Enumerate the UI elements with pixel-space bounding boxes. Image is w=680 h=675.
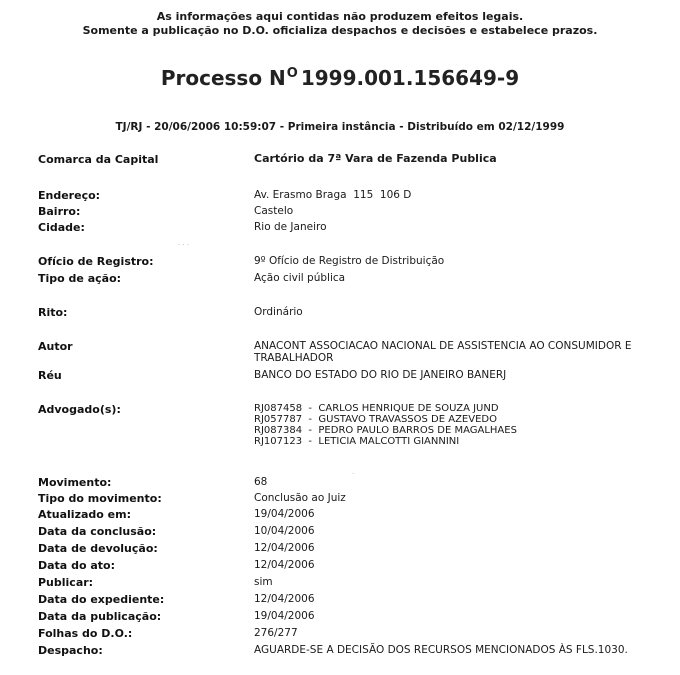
bairro-value: Castelo	[254, 205, 294, 217]
atualizado-label: Atualizado em:	[38, 508, 131, 521]
folhas-value: 276/277	[254, 627, 298, 639]
devolucao-label: Data de devolução:	[38, 542, 158, 555]
atualizado-value: 19/04/2006	[254, 508, 315, 520]
publicacao-label: Data da publicação:	[38, 610, 162, 623]
tipo-movimento-value: Conclusão ao Juiz	[254, 492, 346, 504]
movimento-label: Movimento:	[38, 476, 112, 489]
title-prefix: Processo N	[160, 66, 286, 90]
advogados-label: Advogado(s):	[38, 403, 121, 416]
expediente-value: 12/04/2006	[254, 593, 315, 605]
comarca-value: Cartório da 7ª Vara de Fazenda Publica	[254, 152, 497, 165]
endereco-value: Av. Erasmo Braga 115 106 D	[254, 189, 412, 201]
movimento-value: 68	[254, 476, 268, 488]
autor-label: Autor	[38, 340, 73, 353]
autor-value: ANACONT ASSOCIACAO NACIONAL DE ASSISTENCIA AO CONSUMIDOR E TRABALHADOR	[254, 340, 632, 364]
bairro-label: Bairro:	[38, 205, 81, 218]
cidade-value: Rio de Janeiro	[254, 221, 327, 233]
process-subtitle: TJ/RJ - 20/06/2006 10:59:07 - Primeira instância - Distribuído em 02/12/1999	[115, 121, 565, 133]
folhas-label: Folhas do D.O.:	[38, 627, 133, 640]
oficio-label: Ofício de Registro:	[38, 255, 154, 268]
advogado-item: RJ057787 - GUSTAVO TRAVASSOS DE AZEVEDO	[254, 414, 497, 425]
rito-value: Ordinário	[254, 306, 303, 318]
title-sup: O	[286, 66, 298, 81]
despacho-label: Despacho:	[38, 644, 103, 657]
advogado-item: RJ087384 - PEDRO PAULO BARROS DE MAGALHAES	[254, 425, 517, 436]
reu-value: BANCO DO ESTADO DO RIO DE JANEIRO BANERJ	[254, 369, 507, 381]
endereco-label: Endereço:	[38, 189, 101, 202]
publicar-label: Publicar:	[38, 576, 94, 589]
expediente-label: Data do expediente:	[38, 593, 165, 606]
conclusao-label: Data da conclusão:	[38, 525, 157, 538]
tipo-acao-value: Ação civil pública	[254, 272, 346, 284]
ato-label: Data do ato:	[38, 559, 115, 572]
advogado-item: RJ107123 - LETICIA MALCOTTI GIANNINI	[254, 436, 460, 447]
devolucao-value: 12/04/2006	[254, 542, 315, 554]
legal-disclaimer	[0, 10, 680, 38]
cidade-label: Cidade:	[38, 221, 85, 234]
tipo-acao-label: Tipo de ação:	[38, 272, 122, 285]
scan-speck: · · ·	[178, 241, 190, 249]
despacho-value: AGUARDE-SE A DECISÃO DOS RECURSOS MENCIONADOS ÀS FLS.1030.	[254, 644, 628, 656]
advogados-list	[254, 403, 664, 447]
scan-speck: ·	[352, 470, 355, 478]
comarca-label: Comarca da Capital	[38, 153, 159, 166]
tipo-movimento-label: Tipo do movimento:	[38, 492, 162, 505]
publicar-value: sim	[254, 576, 273, 588]
oficio-value: 9º Ofício de Registro de Distribuição	[254, 255, 445, 267]
publicacao-value: 19/04/2006	[254, 610, 315, 622]
reu-label: Réu	[38, 369, 62, 382]
advogado-item: RJ087458 - CARLOS HENRIQUE DE SOUZA JUND	[254, 403, 499, 414]
process-number: 1999.001.156649-9	[300, 66, 520, 90]
process-title	[0, 66, 680, 90]
conclusao-value: 10/04/2006	[254, 525, 315, 537]
disclaimer-line-2: Somente a publicação no D.O. oficializa despachos e decisões e estabelece prazos.	[82, 24, 598, 37]
rito-label: Rito:	[38, 306, 68, 319]
disclaimer-line-1: As informações aqui contidas não produzem efeitos legais.	[156, 10, 524, 23]
ato-value: 12/04/2006	[254, 559, 315, 571]
